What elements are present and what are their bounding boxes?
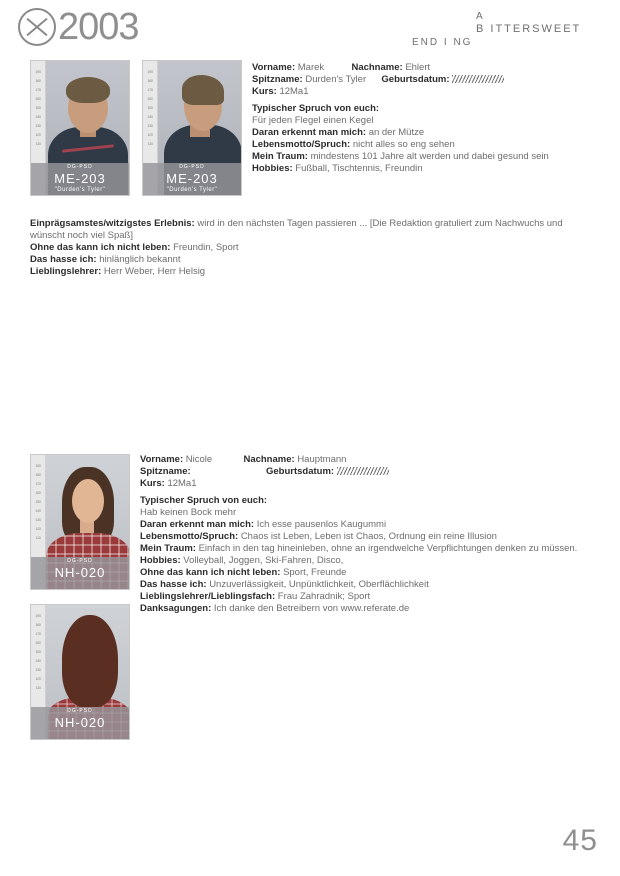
detail-row	[252, 74, 602, 86]
student-details	[252, 62, 602, 175]
field-value: hinlänglich bekannt	[99, 254, 181, 265]
photo-code: ME-203	[166, 171, 218, 186]
photo-code-top: DG-PSD	[67, 708, 93, 714]
field-label: Geburtsdatum:	[381, 74, 450, 85]
detail-row	[140, 454, 610, 466]
field-value: Durden's Tyler	[305, 74, 367, 85]
field-label: Spitzname:	[140, 466, 191, 477]
detail-block	[30, 266, 600, 278]
field-label: Kurs:	[140, 478, 165, 489]
field-label: Daran erkennt man mich:	[140, 519, 255, 530]
photo-label	[143, 163, 241, 195]
student-photo	[142, 60, 242, 196]
photo-code-top: DG-PSD	[67, 164, 93, 170]
field-value: Marek	[297, 62, 325, 73]
detail-row	[252, 62, 602, 74]
photo-code: ME-203	[54, 171, 106, 186]
field-value: 12Ma1	[167, 478, 197, 489]
photo-height-ruler-icon: 190 180 170 160 150 140 130 120 110	[31, 61, 46, 195]
field-label: Daran erkennt man mich:	[252, 127, 367, 138]
field-value: Ehlert	[405, 62, 431, 73]
field-value: Hab keinen Bock mehr	[140, 507, 237, 518]
field-value: Volleyball, Joggen, Ski-Fahren, Disco,	[183, 555, 344, 566]
page-title-line-1: A	[476, 11, 485, 22]
field-value: nicht alles so eng sehen	[352, 139, 455, 150]
logo-year: 2003	[58, 6, 139, 48]
detail-block	[140, 567, 610, 579]
field-label: Geburtsdatum:	[265, 466, 335, 477]
photo-label	[31, 557, 129, 589]
page-title-line-2: B ITTERSWEET	[476, 23, 582, 35]
field-label: Lieblingslehrer:	[30, 266, 102, 277]
detail-block	[140, 519, 610, 531]
photo-label	[31, 163, 129, 195]
detail-block	[140, 603, 610, 615]
crossed-circle-logo-icon	[18, 8, 56, 46]
field-value: Chaos ist Leben, Leben ist Chaos, Ordnung ein reine Illusion	[240, 531, 497, 542]
field-label: Hobbies:	[252, 163, 293, 174]
field-value: an der Mütze	[368, 127, 425, 138]
field-value: Hauptmann	[297, 454, 347, 465]
detail-block	[30, 218, 600, 242]
photo-code: NH-020	[54, 565, 106, 580]
photo-code: NH-020	[54, 715, 106, 730]
detail-block	[140, 543, 610, 555]
field-value: Für jeden Flegel einen Kegel	[252, 115, 374, 126]
field-label: Typischer Spruch von euch:	[252, 103, 380, 114]
detail-row	[140, 466, 610, 478]
field-value: mindestens 101 Jahre alt werden und dabei gesund sein	[310, 151, 549, 162]
field-label: Das hasse ich:	[30, 254, 97, 265]
field-label: Spitzname:	[252, 74, 303, 85]
detail-block	[30, 242, 600, 254]
field-value: wird in den nächsten Tagen passieren ... [Die Redaktion gratuliert zum Nachwuchs und wünscht noch viel Spaß]	[30, 218, 563, 241]
field-label: Mein Traum:	[252, 151, 308, 162]
field-label: Nachname:	[243, 454, 295, 465]
photo-height-ruler-icon: 190 180 170 160 150 140 130 120 110	[31, 455, 46, 589]
field-value: Freundin, Sport	[173, 242, 239, 253]
photo-code-top: DG-PSD	[67, 558, 93, 564]
detail-row	[252, 86, 602, 98]
detail-block	[140, 579, 610, 591]
field-label: Lebensmotto/Spruch:	[140, 531, 239, 542]
field-label: Einprägsamstes/witzigstes Erlebnis:	[30, 218, 195, 229]
photo-height-ruler-icon: 190 180 170 160 150 140 130 120 110	[143, 61, 158, 195]
detail-block	[252, 127, 602, 139]
student-details-wide	[30, 218, 600, 278]
detail-row	[140, 478, 610, 490]
field-label: Lebensmotto/Spruch:	[252, 139, 351, 150]
page-header	[0, 0, 620, 52]
field-value: 12Ma1	[279, 86, 309, 97]
yearbook-logo	[18, 8, 139, 46]
field-value: Frau Zahradnik; Sport	[277, 591, 371, 602]
student-photo	[30, 60, 130, 196]
photo-nickname: "Durden's Tyler"	[54, 187, 106, 193]
field-label: Vorname:	[140, 454, 184, 465]
field-label: Das hasse ich:	[140, 579, 207, 590]
field-value: Unzuverlässigkeit, Unpünktlichkeit, Oberflächlichkeit	[209, 579, 429, 590]
detail-block	[140, 495, 610, 519]
field-value: Ich danke den Betreibern von www.referate.de	[213, 603, 410, 614]
field-value: Nicole	[185, 454, 213, 465]
field-label: Typischer Spruch von euch:	[140, 495, 268, 506]
field-value: Ich esse pausenlos Kaugummi	[256, 519, 387, 530]
redacted-birthdate	[337, 467, 389, 475]
field-value: Herr Weber, Herr Helsig	[103, 266, 206, 277]
field-label: Mein Traum:	[140, 543, 196, 554]
page-number: 45	[562, 824, 598, 857]
field-label: Hobbies:	[140, 555, 181, 566]
field-label: Kurs:	[252, 86, 277, 97]
detail-block	[252, 139, 602, 151]
student-photo	[30, 604, 130, 740]
detail-block	[252, 151, 602, 163]
page-title	[376, 10, 596, 49]
detail-block	[140, 531, 610, 543]
field-label: Lieblingslehrer/Lieblingsfach:	[140, 591, 276, 602]
field-label: Ohne das kann ich nicht leben:	[30, 242, 171, 253]
detail-block	[252, 163, 602, 175]
detail-block	[140, 591, 610, 603]
field-label: Nachname:	[351, 62, 403, 73]
detail-block	[252, 103, 602, 127]
field-label: Danksagungen:	[140, 603, 212, 614]
field-label: Vorname:	[252, 62, 296, 73]
detail-block	[140, 555, 610, 567]
photo-label	[31, 707, 129, 739]
field-value: Fußball, Tischtennis, Freundin	[295, 163, 423, 174]
student-details	[140, 454, 610, 615]
page-title-line-3: END I NG	[412, 37, 473, 48]
detail-block	[30, 254, 600, 266]
field-value: Sport, Freunde	[283, 567, 347, 578]
redacted-birthdate	[452, 75, 504, 83]
photo-height-ruler-icon: 190 180 170 160 150 140 130 120 110	[31, 605, 46, 739]
photo-nickname: "Durden's Tyler"	[166, 187, 218, 193]
student-photo	[30, 454, 130, 590]
field-label: Ohne das kann ich nicht leben:	[140, 567, 281, 578]
field-value: Einfach in den tag hineinleben, ohne an irgendwelche Verpflichtungen denken zu müssen.	[198, 543, 578, 554]
photo-code-top: DG-PSD	[179, 164, 205, 170]
